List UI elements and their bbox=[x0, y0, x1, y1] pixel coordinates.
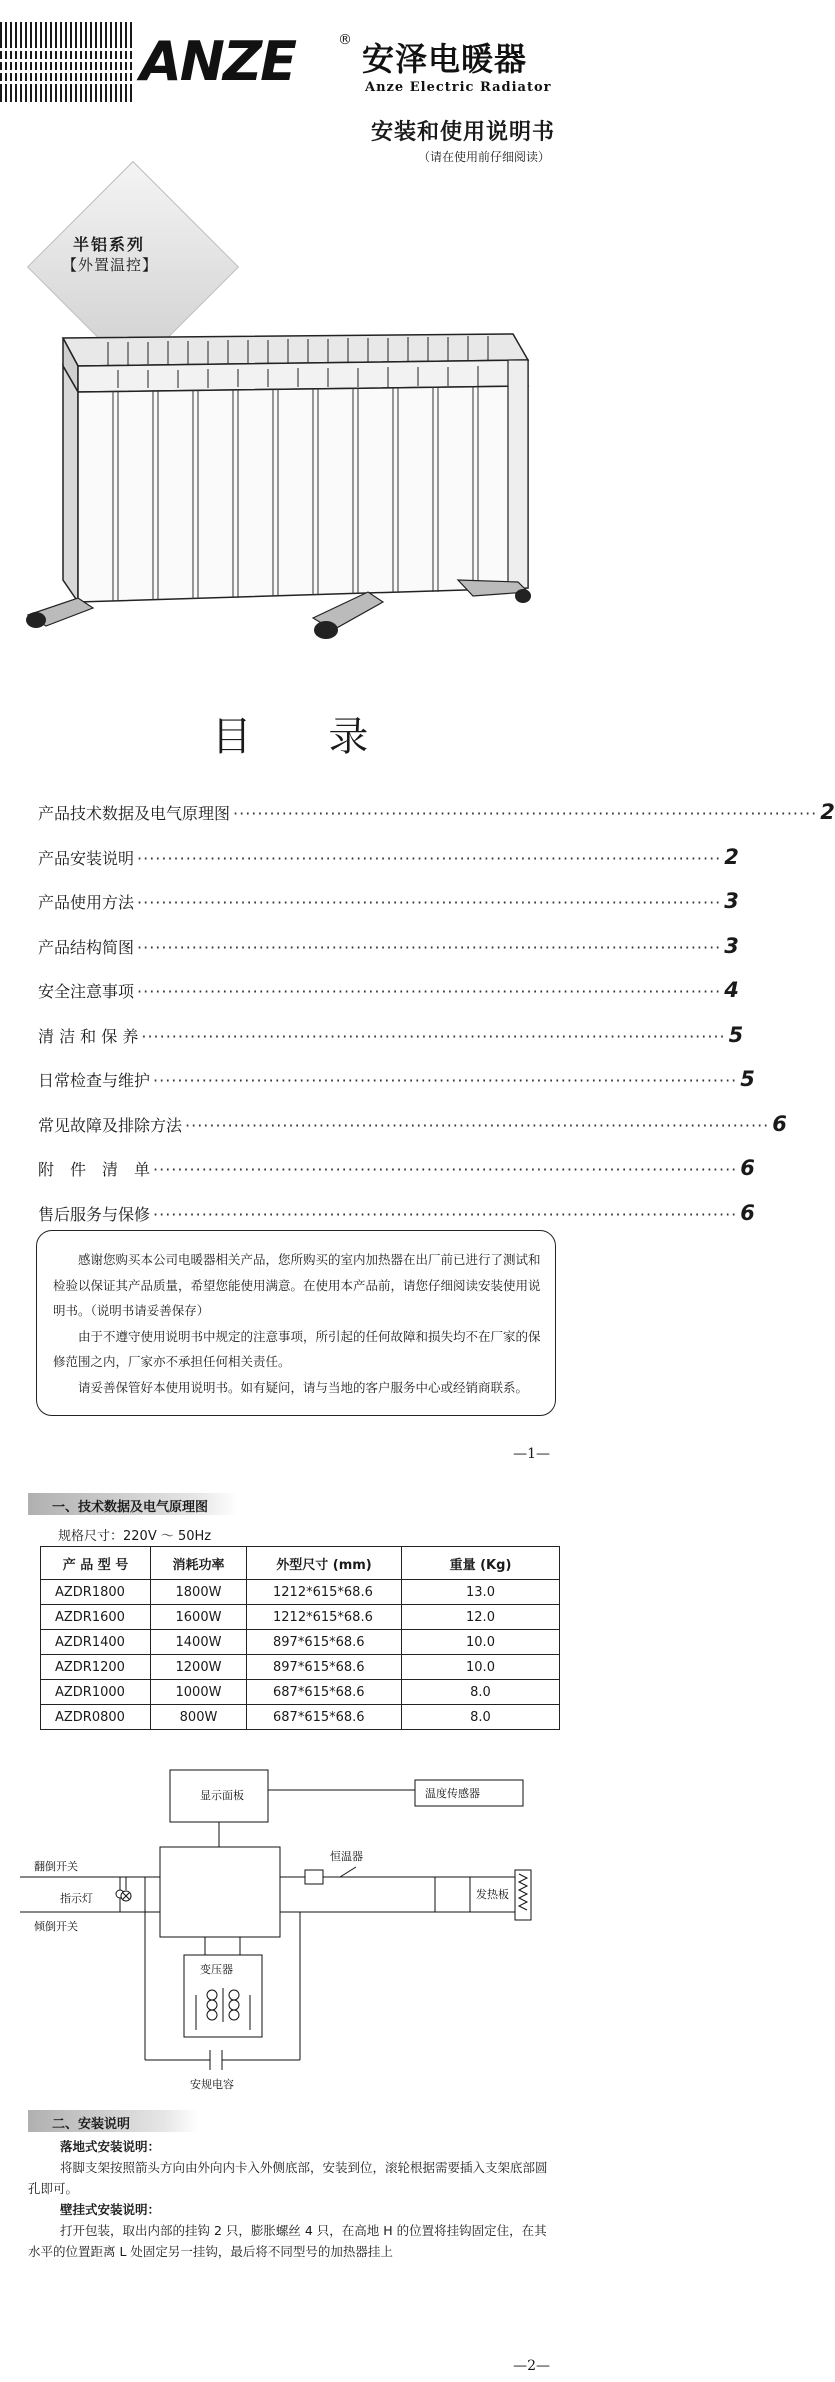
thermostat-symbol bbox=[305, 1870, 323, 1884]
tilt-switch-label: 倾倒开关 bbox=[34, 1920, 78, 1933]
heater-symbol bbox=[515, 1870, 531, 1920]
table-header-row bbox=[41, 1547, 560, 1580]
controller-box bbox=[160, 1847, 280, 1937]
spec-voltage-line: 规格尺寸：220V ～ 50Hz bbox=[58, 1529, 212, 1544]
cell-size: 1212*615*68.6 bbox=[247, 1605, 402, 1630]
cell-model: AZDR1200 bbox=[41, 1655, 151, 1680]
capacitor-label: 安规电容 bbox=[190, 2078, 234, 2091]
series-note: 【外置温控】 bbox=[62, 256, 159, 274]
notice-paragraph: 感谢您购买本公司电暖器相关产品，您所购买的室内加热器在出厂前已进行了测试和检验以保证其产品质量，希望您能使用满意。在使用本产品前，请您仔细阅读安装使用说明书。（说明书请妥善保存） bbox=[53, 1252, 541, 1318]
toc-title: 目 录 bbox=[211, 714, 401, 760]
cell-size: 897*615*68.6 bbox=[247, 1630, 402, 1655]
document-title: 安装和使用说明书 bbox=[370, 120, 555, 145]
notice-paragraph: 请妥善保管好本使用说明书。如有疑问，请与当地的客户服务中心或经销商联系。 bbox=[78, 1379, 529, 1395]
cell-model: AZDR1800 bbox=[41, 1580, 151, 1605]
page-number-2: —2— bbox=[513, 2358, 550, 2374]
toc-item[interactable]: 产品技术数据及电气原理图 ································································································ 2 bbox=[38, 800, 835, 824]
cell-weight: 12.0 bbox=[402, 1605, 560, 1630]
cell-model: AZDR1000 bbox=[41, 1680, 151, 1705]
section-heading-spec: 一、技术数据及电气原理图 bbox=[28, 1493, 238, 1515]
toc-item[interactable]: 售后服务与保修 ································································································ 6 bbox=[38, 1200, 755, 1225]
table-row bbox=[41, 1655, 560, 1680]
wall-install-title: 壁挂式安装说明： bbox=[60, 2202, 161, 2217]
cell-weight: 8.0 bbox=[402, 1705, 560, 1730]
header-stripes-overlay bbox=[0, 40, 135, 85]
cell-power: 800W bbox=[151, 1705, 247, 1730]
cell-model: AZDR1600 bbox=[41, 1605, 151, 1630]
cell-power: 1000W bbox=[151, 1680, 247, 1705]
table-row bbox=[41, 1605, 560, 1630]
toc-item[interactable]: 附 件 清 单 ································································································ 6 bbox=[38, 1156, 755, 1180]
registered-mark: ® bbox=[338, 32, 352, 48]
brand-name-en: Anze Electric Radiator bbox=[365, 80, 552, 95]
circuit-diagram bbox=[0, 1730, 580, 2100]
toc-item[interactable]: 日常检查与维护 ································································································ 5 bbox=[38, 1067, 755, 1091]
display-panel-label: 显示面板 bbox=[200, 1789, 244, 1802]
column-header: 重量 (Kg) bbox=[402, 1547, 560, 1580]
brand-name-cn: 安泽电暖器 bbox=[362, 40, 528, 78]
thermostat-label: 恒温器 bbox=[330, 1850, 363, 1863]
table-row bbox=[41, 1580, 560, 1605]
floor-install-text: 将脚支架按照箭头方向由外向内卡入外侧底部，安装到位，滚轮根据需要插入支架底部圆孔即可。 bbox=[28, 2160, 548, 2196]
table-row bbox=[41, 1630, 560, 1655]
radiator-illustration bbox=[18, 330, 538, 690]
cell-weight: 13.0 bbox=[402, 1580, 560, 1605]
table-row bbox=[41, 1705, 560, 1730]
series-name: 半铝系列 bbox=[73, 235, 146, 254]
notice-box bbox=[36, 1230, 556, 1416]
toc-item[interactable]: 安全注意事项 ································································································ 4 bbox=[38, 978, 739, 1002]
toc-item[interactable]: 产品使用方法 ································································································ 3 bbox=[38, 889, 739, 913]
indicator-label: 指示灯 bbox=[60, 1892, 93, 1905]
column-header: 产 品 型 号 bbox=[41, 1547, 151, 1580]
section-heading-install: 二、安装说明 bbox=[28, 2110, 198, 2132]
cell-weight: 8.0 bbox=[402, 1680, 560, 1705]
cell-power: 1800W bbox=[151, 1580, 247, 1605]
cell-size: 687*615*68.6 bbox=[247, 1680, 402, 1705]
toc-item[interactable]: 清 洁 和 保 养 ································································································ 5 bbox=[38, 1022, 744, 1047]
brand-logo: ANZE bbox=[140, 30, 296, 93]
cell-size: 687*615*68.6 bbox=[247, 1705, 402, 1730]
table-row bbox=[41, 1680, 560, 1705]
cell-size: 1212*615*68.6 bbox=[247, 1580, 402, 1605]
floor-install-title: 落地式安装说明： bbox=[60, 2139, 161, 2154]
cell-size: 897*615*68.6 bbox=[247, 1655, 402, 1680]
cell-power: 1600W bbox=[151, 1605, 247, 1630]
install-section-body bbox=[28, 2136, 558, 2262]
tip-switch-label: 翻倒开关 bbox=[34, 1860, 78, 1873]
cell-model: AZDR1400 bbox=[41, 1630, 151, 1655]
spec-table bbox=[40, 1546, 560, 1730]
toc-item[interactable]: 产品安装说明 ································································································ 2 bbox=[38, 844, 739, 869]
document-subtitle: （请在使用前仔细阅读） bbox=[417, 150, 550, 164]
column-header: 消耗功率 bbox=[151, 1547, 247, 1580]
cell-weight: 10.0 bbox=[402, 1655, 560, 1680]
toc-list bbox=[38, 800, 835, 1245]
toc-item[interactable]: 产品结构简图 ································································································ 3 bbox=[38, 933, 739, 958]
cell-power: 1200W bbox=[151, 1655, 247, 1680]
cell-weight: 10.0 bbox=[402, 1630, 560, 1655]
cell-model: AZDR0800 bbox=[41, 1705, 151, 1730]
heater-label: 发热板 bbox=[476, 1888, 509, 1901]
temp-sensor-label: 温度传感器 bbox=[425, 1787, 480, 1800]
wall-install-text: 打开包装，取出内部的挂钩 2 只，膨胀螺丝 4 只，在高地 H 的位置将挂钩固定住，在其水平的位置距离 L 处固定另一挂钩，最后将不同型号的加热器挂上 bbox=[28, 2223, 547, 2259]
page-number-1: —1— bbox=[513, 1446, 550, 1462]
column-header: 外型尺寸 (mm) bbox=[247, 1547, 402, 1580]
cell-power: 1400W bbox=[151, 1630, 247, 1655]
notice-paragraph: 由于不遵守使用说明书中规定的注意事项，所引起的任何故障和损失均不在厂家的保修范围之内，厂家亦不承担任何相关责任。 bbox=[53, 1328, 541, 1369]
toc-item[interactable]: 常见故障及排除方法 ································································································ 6 bbox=[38, 1111, 787, 1136]
transformer-label: 变压器 bbox=[200, 1963, 233, 1976]
